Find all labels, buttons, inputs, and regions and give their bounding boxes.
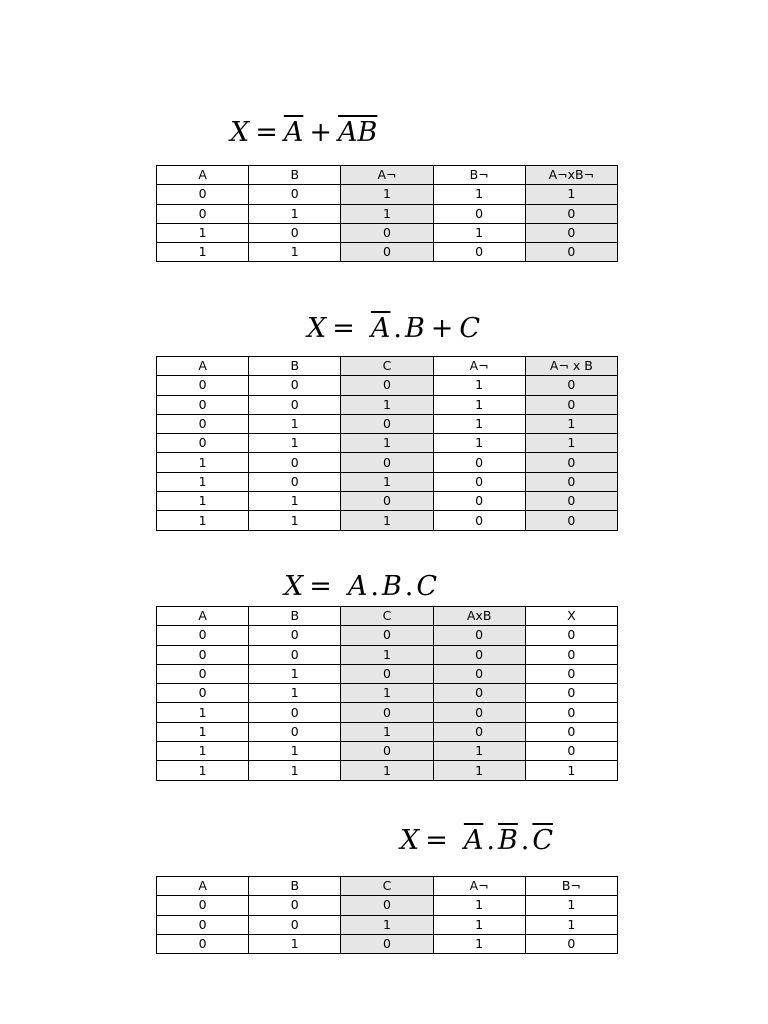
table-cell: 1 bbox=[341, 761, 433, 780]
table-row bbox=[157, 915, 618, 934]
table-cell: 0 bbox=[433, 684, 525, 703]
column-header: A¬xB¬ bbox=[525, 166, 617, 185]
table-cell: 0 bbox=[433, 703, 525, 722]
column-header: A bbox=[157, 357, 249, 376]
table-cell: 0 bbox=[249, 472, 341, 491]
table-cell: 0 bbox=[525, 742, 617, 761]
table-cell: 0 bbox=[157, 626, 249, 645]
table-cell: 1 bbox=[249, 492, 341, 511]
table-cell: 0 bbox=[433, 664, 525, 683]
table-cell: 0 bbox=[341, 376, 433, 395]
table-cell: 1 bbox=[525, 915, 617, 934]
table-cell: 1 bbox=[433, 896, 525, 915]
table-cell: 1 bbox=[341, 511, 433, 530]
table-cell: 0 bbox=[249, 626, 341, 645]
table-cell: 1 bbox=[341, 204, 433, 223]
table-cell: 0 bbox=[249, 223, 341, 242]
truth-table-1 bbox=[156, 165, 618, 262]
table-cell: 1 bbox=[433, 742, 525, 761]
table-header-row bbox=[157, 357, 618, 376]
column-header: C bbox=[341, 877, 433, 896]
column-header: C bbox=[341, 607, 433, 626]
column-header: B bbox=[249, 166, 341, 185]
table-row bbox=[157, 376, 618, 395]
column-header: C bbox=[341, 357, 433, 376]
table-cell: 0 bbox=[525, 684, 617, 703]
table-cell: 1 bbox=[157, 761, 249, 780]
table-cell: 0 bbox=[525, 395, 617, 414]
table-row bbox=[157, 243, 618, 262]
table-row bbox=[157, 511, 618, 530]
table-cell: 1 bbox=[433, 934, 525, 953]
table-cell: 1 bbox=[525, 434, 617, 453]
table-cell: 1 bbox=[249, 934, 341, 953]
column-header: AxB bbox=[433, 607, 525, 626]
table-cell: 0 bbox=[433, 472, 525, 491]
table-cell: 1 bbox=[249, 204, 341, 223]
table-row bbox=[157, 626, 618, 645]
table-cell: 0 bbox=[341, 223, 433, 242]
table-header-row bbox=[157, 607, 618, 626]
column-header: A bbox=[157, 166, 249, 185]
table-row bbox=[157, 204, 618, 223]
column-header: A bbox=[157, 607, 249, 626]
table-cell: 0 bbox=[341, 453, 433, 472]
truth-table-4 bbox=[156, 876, 618, 954]
table-cell: 1 bbox=[157, 243, 249, 262]
table-cell: 0 bbox=[433, 645, 525, 664]
table-cell: 0 bbox=[249, 453, 341, 472]
table-cell: 1 bbox=[249, 761, 341, 780]
table-cell: 0 bbox=[525, 703, 617, 722]
table-cell: 0 bbox=[157, 204, 249, 223]
table-cell: 1 bbox=[433, 395, 525, 414]
table-row bbox=[157, 492, 618, 511]
table-cell: 1 bbox=[433, 376, 525, 395]
table-row bbox=[157, 664, 618, 683]
table-cell: 0 bbox=[249, 896, 341, 915]
table-cell: 1 bbox=[433, 185, 525, 204]
truth-table-2 bbox=[156, 356, 618, 531]
table-cell: 1 bbox=[157, 703, 249, 722]
table-cell: 0 bbox=[157, 376, 249, 395]
column-header: X bbox=[525, 607, 617, 626]
table-row bbox=[157, 722, 618, 741]
table-row bbox=[157, 684, 618, 703]
formula-3: X = A . B . C bbox=[284, 571, 438, 602]
table-cell: 1 bbox=[249, 434, 341, 453]
table-cell: 0 bbox=[341, 896, 433, 915]
table-cell: 0 bbox=[525, 626, 617, 645]
table-cell: 0 bbox=[433, 492, 525, 511]
table-row bbox=[157, 395, 618, 414]
table-cell: 1 bbox=[525, 896, 617, 915]
table-cell: 0 bbox=[157, 645, 249, 664]
table-cell: 1 bbox=[341, 395, 433, 414]
table-cell: 0 bbox=[525, 204, 617, 223]
column-header: A¬ bbox=[433, 357, 525, 376]
column-header: A bbox=[157, 877, 249, 896]
table-cell: 0 bbox=[249, 395, 341, 414]
table-cell: 0 bbox=[433, 243, 525, 262]
table-cell: 1 bbox=[341, 472, 433, 491]
table-cell: 0 bbox=[525, 664, 617, 683]
table-cell: 1 bbox=[157, 223, 249, 242]
column-header: B bbox=[249, 357, 341, 376]
table-cell: 0 bbox=[433, 204, 525, 223]
table-cell: 1 bbox=[433, 761, 525, 780]
table-cell: 0 bbox=[249, 915, 341, 934]
table-cell: 0 bbox=[525, 472, 617, 491]
column-header: B¬ bbox=[433, 166, 525, 185]
table-cell: 1 bbox=[157, 472, 249, 491]
table-row bbox=[157, 185, 618, 204]
table-cell: 1 bbox=[433, 223, 525, 242]
table-cell: 0 bbox=[341, 664, 433, 683]
table-cell: 1 bbox=[157, 492, 249, 511]
column-header: A¬ bbox=[433, 877, 525, 896]
table-cell: 0 bbox=[341, 414, 433, 433]
table-header-row bbox=[157, 166, 618, 185]
table-cell: 0 bbox=[157, 434, 249, 453]
table-cell: 1 bbox=[249, 243, 341, 262]
table-row bbox=[157, 761, 618, 780]
formula-2: $X = \overline{A}$ . B + C bbox=[307, 313, 481, 344]
column-header: B¬ bbox=[525, 877, 617, 896]
table-cell: 1 bbox=[157, 722, 249, 741]
table-cell: 1 bbox=[157, 511, 249, 530]
table-cell: 0 bbox=[341, 934, 433, 953]
table-row bbox=[157, 223, 618, 242]
table-cell: 0 bbox=[341, 492, 433, 511]
table-cell: 1 bbox=[341, 185, 433, 204]
table-cell: 1 bbox=[249, 742, 341, 761]
table-row bbox=[157, 434, 618, 453]
table-cell: 0 bbox=[433, 722, 525, 741]
table-cell: 0 bbox=[525, 453, 617, 472]
table-cell: 1 bbox=[249, 664, 341, 683]
table-cell: 0 bbox=[249, 722, 341, 741]
table-cell: 0 bbox=[525, 722, 617, 741]
table-cell: 0 bbox=[525, 376, 617, 395]
table-row bbox=[157, 896, 618, 915]
table-header-row bbox=[157, 877, 618, 896]
table-cell: 0 bbox=[341, 742, 433, 761]
table-cell: 1 bbox=[249, 511, 341, 530]
table-cell: 1 bbox=[157, 742, 249, 761]
table-cell: 1 bbox=[433, 414, 525, 433]
table-cell: 0 bbox=[341, 703, 433, 722]
column-header: A¬ x B bbox=[525, 357, 617, 376]
column-header: A¬ bbox=[341, 166, 433, 185]
table-cell: 0 bbox=[433, 453, 525, 472]
table-cell: 0 bbox=[525, 934, 617, 953]
table-cell: 1 bbox=[433, 915, 525, 934]
table-cell: 0 bbox=[341, 626, 433, 645]
table-row bbox=[157, 645, 618, 664]
table-row bbox=[157, 742, 618, 761]
table-cell: 1 bbox=[525, 414, 617, 433]
table-cell: 1 bbox=[249, 684, 341, 703]
table-cell: 0 bbox=[249, 376, 341, 395]
table-cell: 0 bbox=[249, 185, 341, 204]
table-cell: 1 bbox=[525, 761, 617, 780]
truth-table-3 bbox=[156, 606, 618, 781]
table-cell: 0 bbox=[249, 645, 341, 664]
table-cell: 0 bbox=[157, 395, 249, 414]
column-header: B bbox=[249, 607, 341, 626]
table-cell: 0 bbox=[157, 185, 249, 204]
table-cell: 1 bbox=[341, 645, 433, 664]
table-cell: 0 bbox=[341, 243, 433, 262]
table-row bbox=[157, 414, 618, 433]
table-cell: 1 bbox=[157, 453, 249, 472]
column-header: B bbox=[249, 877, 341, 896]
table-cell: 1 bbox=[341, 915, 433, 934]
table-cell: 1 bbox=[341, 684, 433, 703]
table-cell: 0 bbox=[157, 664, 249, 683]
table-cell: 0 bbox=[157, 684, 249, 703]
table-cell: 1 bbox=[525, 185, 617, 204]
table-cell: 1 bbox=[341, 434, 433, 453]
table-row bbox=[157, 934, 618, 953]
table-cell: 0 bbox=[525, 223, 617, 242]
table-cell: 0 bbox=[525, 511, 617, 530]
table-cell: 0 bbox=[433, 511, 525, 530]
table-row bbox=[157, 453, 618, 472]
table-cell: 0 bbox=[157, 934, 249, 953]
table-cell: 0 bbox=[525, 492, 617, 511]
formula-1: $X = \overline{A} + \overline{AB}$ bbox=[230, 117, 378, 148]
formula-4: $X = \overline{A}$ . $\overline{B}$ . $\overline{C}$ bbox=[400, 825, 554, 856]
table-cell: 0 bbox=[433, 626, 525, 645]
table-cell: 1 bbox=[341, 722, 433, 741]
table-cell: 1 bbox=[249, 414, 341, 433]
table-cell: 0 bbox=[525, 645, 617, 664]
table-cell: 0 bbox=[157, 414, 249, 433]
table-cell: 0 bbox=[525, 243, 617, 262]
table-cell: 0 bbox=[249, 703, 341, 722]
table-cell: 0 bbox=[157, 896, 249, 915]
table-cell: 1 bbox=[433, 434, 525, 453]
table-row bbox=[157, 703, 618, 722]
table-row bbox=[157, 472, 618, 491]
table-cell: 0 bbox=[157, 915, 249, 934]
